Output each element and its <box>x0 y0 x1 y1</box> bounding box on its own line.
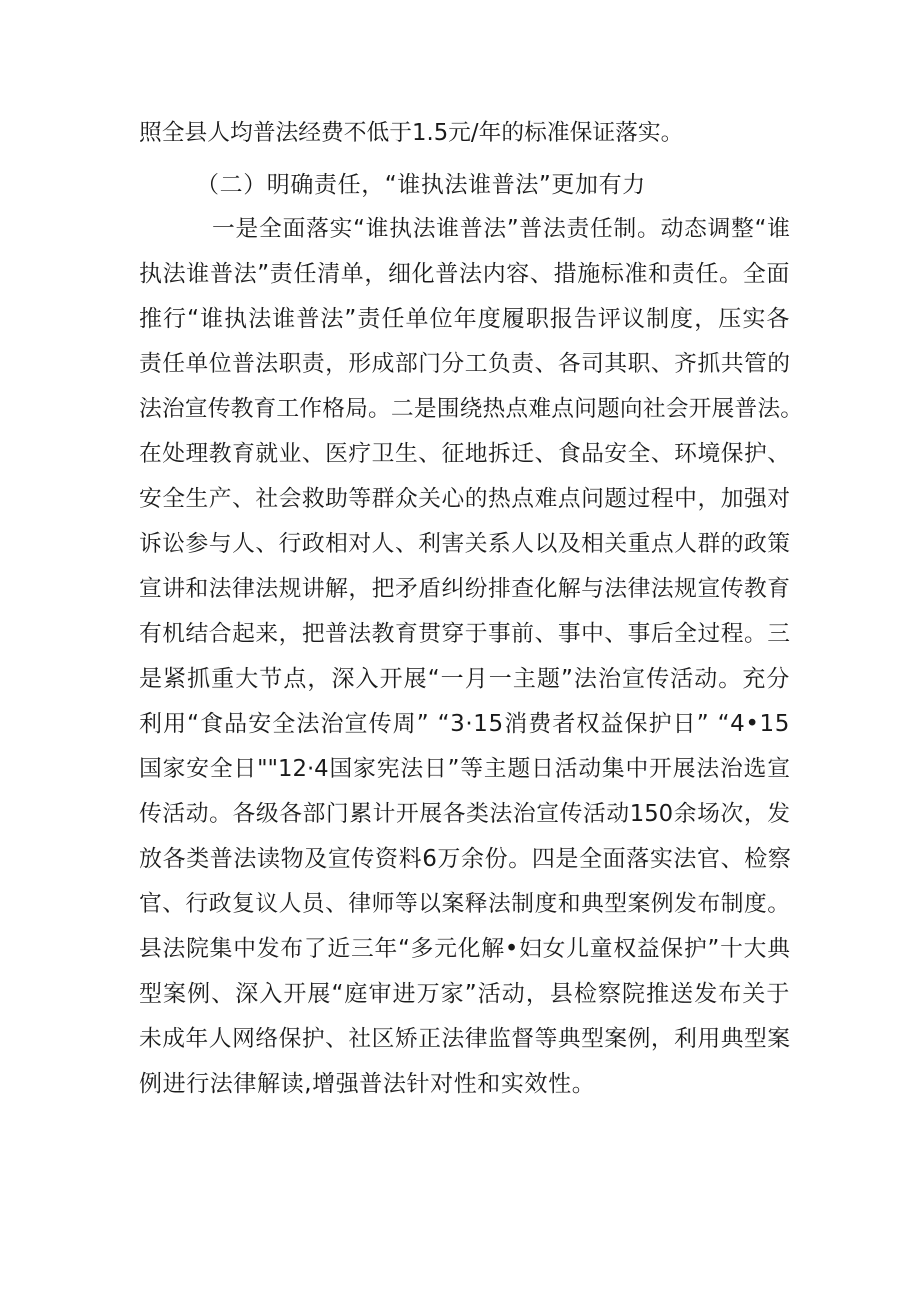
paragraph-line: 安全生产、社会救助等群众关心的热点难点问题过程中，加强对 <box>139 486 790 512</box>
paragraph-line: 诉讼参与人、行政相对人、利害关系人以及相关重点人群的政策 <box>139 531 790 557</box>
paragraph-line: 型案例、深入开展“庭审进万家”活动，县检察院推送发布关于 <box>139 981 790 1007</box>
paragraph-line: 未成年人网络保护、社区矫正法律监督等典型案例，利用典型案 <box>139 1026 790 1052</box>
paragraph-line: 放各类普法读物及宣传资料6万余份。四是全面落实法官、检察 <box>139 846 792 872</box>
section-heading: （二）明确责任，“谁执法谁普法”更加有力 <box>196 172 646 198</box>
paragraph-line: 例进行法律解读,增强普法针对性和实效性。 <box>139 1071 596 1097</box>
paragraph-line: 照全县人均普法经费不低于1.5元/年的标准保证落实。 <box>139 120 684 146</box>
paragraph-line: 县法院集中发布了近三年“多元化解•妇女儿童权益保护”十大典 <box>139 936 790 962</box>
paragraph-line: 传活动。各级各部门累计开展各类法治宣传活动150余场次，发 <box>139 801 790 827</box>
paragraph-line: 执法谁普法”责任清单，细化普法内容、措施标准和责任。全面 <box>139 261 790 287</box>
paragraph-line: 利用“食品安全法治宣传周” “3·15消费者权益保护日” “4•15 <box>139 711 790 737</box>
paragraph-line: 法治宣传教育工作格局。二是围绕热点难点问题向社会开展普法。 <box>139 396 803 422</box>
paragraph-line: 责任单位普法职责，形成部门分工负责、各司其职、齐抓共管的 <box>139 351 790 377</box>
paragraph-line: 一是全面落实“谁执法谁普法”普法责任制。动态调整“谁 <box>212 216 790 242</box>
paragraph-line: 推行“谁执法谁普法”责任单位年度履职报告评议制度，压实各 <box>139 306 790 332</box>
paragraph-line: 官、行政复议人员、律师等以案释法制度和典型案例发布制度。 <box>139 891 790 917</box>
paragraph-line: 是紧抓重大节点，深入开展“一月一主题”法治宣传活动。充分 <box>139 666 790 692</box>
paragraph-line: 在处理教育就业、医疗卫生、征地拆迁、食品安全、环境保护、 <box>139 441 790 467</box>
paragraph-line: 国家安全日""12·4国家宪法日”等主题日活动集中开展法治选宣 <box>139 756 790 782</box>
paragraph-line: 有机结合起来，把普法教育贯穿于事前、事中、事后全过程。三 <box>139 621 790 647</box>
paragraph-line: 宣讲和法律法规讲解，把矛盾纠纷排查化解与法律法规宣传教育 <box>139 576 790 602</box>
